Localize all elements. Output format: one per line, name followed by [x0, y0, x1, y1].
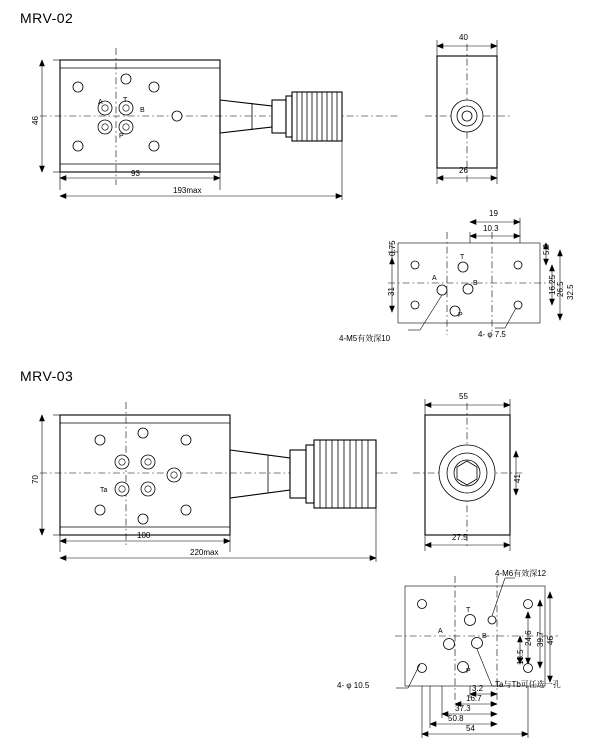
- dim-mrv03-46: 46: [546, 636, 555, 645]
- dim-mrv03-3-2: 3.2: [472, 684, 484, 693]
- dim-mrv03-end-depth: 27.5: [452, 533, 468, 542]
- dim-mrv02-16-25: 16.25: [548, 274, 557, 295]
- note-mrv02-phi75: 4- φ 7.5: [478, 330, 506, 339]
- port-label-b-mrv02: B: [140, 107, 145, 114]
- section-title-mrv02: MRV-02: [20, 10, 74, 26]
- face-port-t-mrv03: T: [466, 607, 471, 614]
- dim-mrv02-32-5: 32.5: [566, 284, 575, 300]
- dim-mrv02-height: 46: [31, 116, 40, 125]
- dim-mrv03-body-length: 100: [137, 531, 151, 540]
- dim-mrv03-overall-length: 220max: [190, 548, 219, 557]
- dim-mrv03-37-3: 37.3: [455, 704, 471, 713]
- note-mrv02-m5: 4-M5有效深10: [339, 334, 391, 343]
- face-port-t-mrv02: T: [460, 254, 465, 261]
- dim-mrv03-50-8: 50.8: [448, 714, 464, 723]
- face-port-b-mrv03: B: [482, 633, 487, 640]
- dim-mrv02-31: 31: [387, 287, 396, 296]
- dim-mrv02-end-depth: 26: [459, 166, 468, 175]
- note-mrv03-m6: 4-M6有效深12: [495, 569, 547, 578]
- dim-mrv03-16-7: 16.7: [466, 694, 482, 703]
- dim-mrv03-39-7: 39.7: [536, 631, 545, 647]
- port-label-t-mrv02: T: [123, 97, 128, 104]
- note-mrv03-phi105: 4- φ 10.5: [337, 681, 370, 690]
- face-port-a-mrv02: A: [432, 275, 437, 282]
- face-port-b-mrv02: B: [473, 280, 478, 287]
- note-mrv03-tatb: Ta与Tb可任选一孔: [495, 680, 561, 689]
- dim-mrv02-5-9: 5.9: [542, 243, 551, 255]
- dim-mrv02-19: 19: [489, 209, 498, 218]
- face-port-a-mrv03: A: [438, 628, 443, 635]
- dim-mrv02-end-width: 40: [459, 33, 468, 42]
- port-label-p-mrv02: P: [119, 133, 124, 140]
- dim-mrv02-body-length: 93: [131, 169, 140, 178]
- dim-mrv03-height: 70: [31, 475, 40, 484]
- face-port-p-mrv02: P: [458, 312, 463, 319]
- dim-mrv03-13-5: 13.5: [516, 649, 525, 665]
- port-label-ta-mrv03: Ta: [100, 487, 108, 494]
- dim-mrv03-end-height: 41: [513, 474, 522, 483]
- section-title-mrv03: MRV-03: [20, 368, 74, 384]
- dim-mrv03-end-width: 55: [459, 392, 468, 401]
- port-label-a-mrv02: A: [98, 99, 103, 106]
- dim-mrv03-24-6: 24.6: [524, 630, 533, 646]
- dim-mrv02-10-3: 10.3: [483, 224, 499, 233]
- dim-mrv02-0-75: 0.75: [388, 240, 397, 256]
- face-port-p-mrv03: P: [466, 668, 471, 675]
- dim-mrv02-overall-length: 193max: [173, 186, 202, 195]
- dim-mrv03-54: 54: [466, 724, 475, 733]
- dim-mrv02-26-5: 26.5: [556, 281, 565, 297]
